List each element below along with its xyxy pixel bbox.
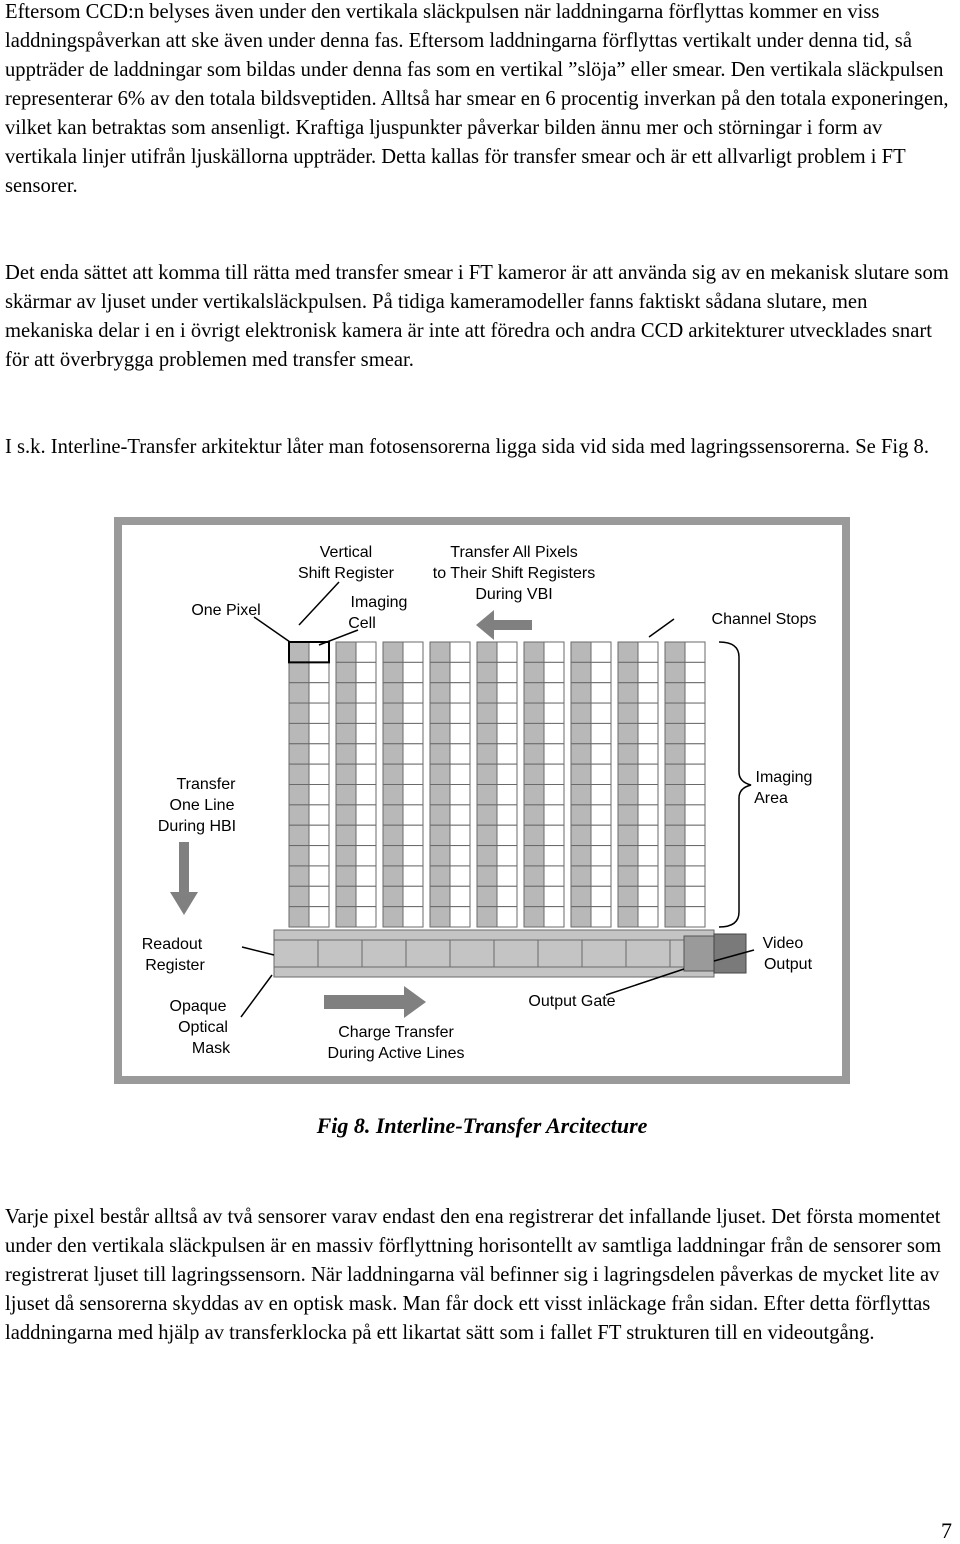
vertical-shift-register-cell [477,886,497,906]
vertical-shift-register-cell [336,764,356,784]
imaging-cell [450,662,470,682]
imaging-cell [544,886,564,906]
imaging-cell [497,642,517,662]
imaging-cell [450,785,470,805]
vertical-shift-register-cell [665,785,685,805]
vertical-shift-register-cell [336,642,356,662]
vertical-shift-register-cell [665,703,685,723]
paragraph-smear: Eftersom CCD:n belyses även under den vertikala släckpulsen när laddningarna förflyttas kommer en viss laddningspåverkan att ske även under denna fas. Eftersom laddningarna förflyttas vertikalt under denna tid, så uppträder de laddningar som bildas under denna fas som en vertikal ”slöja” eller smear. Den vertikala släckpulsen representerar 6% av den totala bildsveptiden. Alltså har smear en 6 procentig inverkan på den totala exponeringen, vilket kan betraktas som ansenligt. Kraftiga ljuspunkter påverkar bilden ännu mer och störningar i form av vertikala linjer utifrån ljuskällorna uppträder. Detta kallas för transfer smear och är ett allvarligt problem i FT sensorer. [5,1,949,197]
vertical-shift-register-cell [336,723,356,743]
imaging-cell [638,703,658,723]
imaging-cell [309,886,329,906]
vertical-shift-register-cell [477,846,497,866]
imaging-cell [685,886,705,906]
vertical-shift-register-cell [430,805,450,825]
imaging-cell [685,642,705,662]
imaging-cell [685,764,705,784]
imaging-cell [309,785,329,805]
vertical-shift-register-cell [524,866,544,886]
label-imaging-area-2: Area [754,790,788,807]
imaging-cell [544,785,564,805]
vertical-shift-register-cell [571,744,591,764]
imaging-cell [356,825,376,845]
vertical-shift-register-cell [383,703,403,723]
imaging-cell [544,907,564,927]
imaging-cell [356,785,376,805]
imaging-cell [497,683,517,703]
page-number: 7 [941,1518,952,1543]
vertical-shift-register-cell [524,825,544,845]
imaging-cell [685,703,705,723]
imaging-cell [544,723,564,743]
readout-register [274,930,746,977]
imaging-cell [309,683,329,703]
interline-transfer-diagram [114,517,850,1084]
vertical-shift-register-cell [383,723,403,743]
imaging-cell [403,866,423,886]
imaging-cell [497,866,517,886]
imaging-cell [309,907,329,927]
vertical-shift-register-cell [524,723,544,743]
imaging-cell [591,703,611,723]
imaging-cell [497,825,517,845]
vertical-shift-register-cell [477,785,497,805]
imaging-cell [591,764,611,784]
vertical-shift-register-cell [336,785,356,805]
imaging-cell [356,805,376,825]
imaging-cell [591,825,611,845]
imaging-cell [591,907,611,927]
vertical-shift-register-cell [524,703,544,723]
vertical-shift-register-cell [618,886,638,906]
imaging-cell [356,764,376,784]
imaging-cell [544,703,564,723]
figure-caption: Fig 8. Interline-Transfer Arcitecture [316,1113,648,1138]
pixel-grid [289,642,705,927]
imaging-cell [544,642,564,662]
vertical-shift-register-cell [336,744,356,764]
label-one-pixel: One Pixel [191,602,261,619]
imaging-cell [544,825,564,845]
vertical-shift-register-cell [665,662,685,682]
vertical-shift-register-cell [383,683,403,703]
imaging-cell [309,846,329,866]
imaging-cell [403,805,423,825]
imaging-cell [356,703,376,723]
imaging-cell [544,866,564,886]
label-transfer-all-3: During VBI [475,586,553,603]
vertical-shift-register-cell [430,723,450,743]
vertical-shift-register-cell [477,642,497,662]
vertical-shift-register-cell [524,683,544,703]
imaging-cell [685,825,705,845]
vertical-shift-register-cell [665,723,685,743]
label-transfer-line-2: One Line [169,797,235,814]
vertical-shift-register-cell [665,744,685,764]
vertical-shift-register-cell [665,866,685,886]
vertical-shift-register-cell [383,785,403,805]
label-imaging-area-1: Imaging [755,769,813,786]
imaging-cell [309,744,329,764]
imaging-cell [497,805,517,825]
imaging-cell [638,764,658,784]
imaging-cell [638,886,658,906]
imaging-cell [497,723,517,743]
imaging-cell [309,703,329,723]
imaging-cell [450,723,470,743]
vertical-shift-register-cell [289,805,309,825]
vertical-shift-register-cell [571,886,591,906]
imaging-cell [403,683,423,703]
imaging-cell [591,785,611,805]
label-opaque-2: Optical [178,1019,228,1036]
vertical-shift-register-cell [571,805,591,825]
vertical-shift-register-cell [665,642,685,662]
vertical-shift-register-cell [571,866,591,886]
imaging-cell [309,764,329,784]
vertical-shift-register-cell [665,907,685,927]
vertical-shift-register-cell [571,825,591,845]
vertical-shift-register-cell [289,846,309,866]
vertical-shift-register-cell [336,662,356,682]
vertical-shift-register-cell [336,886,356,906]
vertical-shift-register-cell [665,764,685,784]
imaging-cell [638,744,658,764]
imaging-cell [591,642,611,662]
vertical-shift-register-cell [289,662,309,682]
imaging-cell [450,866,470,886]
vertical-shift-register-cell [618,744,638,764]
imaging-cell [638,642,658,662]
imaging-cell [591,886,611,906]
imaging-cell [591,866,611,886]
vertical-shift-register-cell [289,723,309,743]
label-vertical-shift-register-1: Vertical [319,544,373,561]
vertical-shift-register-cell [524,744,544,764]
imaging-cell [685,785,705,805]
vertical-shift-register-cell [383,907,403,927]
imaging-cell [591,744,611,764]
vertical-shift-register-cell [430,866,450,886]
vertical-shift-register-cell [383,846,403,866]
imaging-cell [497,764,517,784]
vertical-shift-register-cell [477,723,497,743]
imaging-cell [356,744,376,764]
vertical-shift-register-cell [383,662,403,682]
vertical-shift-register-cell [524,846,544,866]
imaging-cell [403,744,423,764]
label-opaque-1: Opaque [169,998,227,1015]
vertical-shift-register-cell [618,907,638,927]
label-transfer-all-2: to Their Shift Registers [432,565,596,582]
vertical-shift-register-cell [383,805,403,825]
imaging-cell [450,703,470,723]
imaging-cell [497,785,517,805]
imaging-cell [591,683,611,703]
imaging-cell [638,805,658,825]
vertical-shift-register-cell [289,703,309,723]
vertical-shift-register-cell [430,683,450,703]
label-charge-transfer-2: During Active Lines [327,1045,465,1062]
vertical-shift-register-cell [336,866,356,886]
vertical-shift-register-cell [571,764,591,784]
vertical-shift-register-cell [336,683,356,703]
vertical-shift-register-cell [571,846,591,866]
vertical-shift-register-cell [383,866,403,886]
vertical-shift-register-cell [430,662,450,682]
label-readout-2: Register [145,957,205,974]
imaging-cell [685,723,705,743]
vertical-shift-register-cell [477,825,497,845]
imaging-cell [638,907,658,927]
vertical-shift-register-cell [336,907,356,927]
vertical-shift-register-cell [618,723,638,743]
vertical-shift-register-cell [289,764,309,784]
imaging-cell [497,846,517,866]
label-imaging-cell-1: Imaging [350,594,408,611]
vertical-shift-register-cell [477,866,497,886]
imaging-cell [685,846,705,866]
vertical-shift-register-cell [618,683,638,703]
imaging-cell [685,907,705,927]
vertical-shift-register-cell [524,886,544,906]
imaging-cell [309,805,329,825]
imaging-cell [591,662,611,682]
imaging-cell [638,785,658,805]
vertical-shift-register-cell [618,642,638,662]
label-readout-1: Readout [141,936,203,953]
imaging-cell [356,846,376,866]
vertical-shift-register-cell [571,683,591,703]
paragraph-pixel-sensors: Varje pixel består alltså av två sensorer varav endast den ena registrerar det infallande ljuset. Det första momentet under den vertikala släckpulsen är en massiv förflyttning horisontellt av samtliga laddningar från de sensorer som registrerat ljuset till lagringssensorn. När laddningarna väl befinner sig i lagringsdelen påverkas de mycket lite av ljuset då sensorerna skyddas av en optisk mask. Man får dock ett visst inläckage från sidan. Efter detta förflyttas laddningarna med hjälp av transferklocka på ett likartat sätt som i fallet FT strukturen till en videoutgång. [5,1206,942,1344]
label-video-2: Output [763,956,813,973]
vertical-shift-register-cell [571,703,591,723]
vertical-shift-register-cell [571,907,591,927]
paragraph-mechanical-shutter: Det enda sättet att komma till rätta med transfer smear i FT kameror är att använda sig av en mekanisk slutare som skärmar av ljuset under vertikalsläckpulsen. På tidiga kameramodeller fanns faktiskt sådana slutare, men mekaniska delar i en i övrigt elektronisk kamera är inte att föredra och andra CCD arkitekturer utvecklades snart för att överbrygga problemen med transfer smear. [5,262,949,371]
imaging-cell [497,744,517,764]
vertical-shift-register-cell [430,907,450,927]
label-charge-transfer-1: Charge Transfer [338,1024,454,1041]
vertical-shift-register-cell [618,866,638,886]
imaging-cell [356,907,376,927]
imaging-cell [403,825,423,845]
vertical-shift-register-cell [571,723,591,743]
label-output-gate: Output Gate [528,993,616,1010]
imaging-cell [356,886,376,906]
vertical-shift-register-cell [430,703,450,723]
vertical-shift-register-cell [289,866,309,886]
vertical-shift-register-cell [289,825,309,845]
imaging-cell [450,744,470,764]
vertical-shift-register-cell [571,662,591,682]
vertical-shift-register-cell [665,683,685,703]
vertical-shift-register-cell [336,825,356,845]
vertical-shift-register-cell [336,805,356,825]
vertical-shift-register-cell [289,785,309,805]
imaging-cell [591,723,611,743]
label-channel-stops: Channel Stops [711,611,817,628]
imaging-cell [450,886,470,906]
imaging-cell [638,662,658,682]
vertical-shift-register-cell [524,907,544,927]
vertical-shift-register-cell [477,662,497,682]
imaging-cell [403,642,423,662]
imaging-cell [497,662,517,682]
vertical-shift-register-cell [477,683,497,703]
vertical-shift-register-cell [430,764,450,784]
vertical-shift-register-cell [289,907,309,927]
vertical-shift-register-cell [477,703,497,723]
vertical-shift-register-cell [618,662,638,682]
vertical-shift-register-cell [383,744,403,764]
imaging-cell [497,703,517,723]
vertical-shift-register-cell [477,805,497,825]
vertical-shift-register-cell [618,846,638,866]
vertical-shift-register-cell [383,886,403,906]
imaging-cell [403,703,423,723]
imaging-cell [685,805,705,825]
label-imaging-cell-2: Cell [348,615,376,632]
vertical-shift-register-cell [383,642,403,662]
imaging-cell [450,907,470,927]
imaging-cell [638,825,658,845]
imaging-cell [403,907,423,927]
vertical-shift-register-cell [618,825,638,845]
imaging-cell [685,744,705,764]
vertical-shift-register-cell [383,764,403,784]
imaging-cell [309,825,329,845]
imaging-cell [544,764,564,784]
vertical-shift-register-cell [618,703,638,723]
imaging-cell [403,846,423,866]
vertical-shift-register-cell [336,703,356,723]
paragraph-interline-intro: I s.k. Interline-Transfer arkitektur låter man fotosensorerna ligga sida vid sida med lagringssensorerna. Se Fig 8. [5,436,930,458]
label-transfer-line-1: Transfer [176,776,236,793]
vertical-shift-register-cell [665,805,685,825]
vertical-shift-register-cell [665,886,685,906]
imaging-cell [638,723,658,743]
label-transfer-line-3: During HBI [157,818,237,835]
imaging-cell [544,744,564,764]
vertical-shift-register-cell [571,785,591,805]
vertical-shift-register-cell [665,825,685,845]
vertical-shift-register-cell [571,642,591,662]
vertical-shift-register-cell [430,886,450,906]
imaging-cell [356,642,376,662]
imaging-cell [591,846,611,866]
imaging-cell [356,866,376,886]
imaging-cell [403,886,423,906]
vertical-shift-register-cell [618,764,638,784]
imaging-cell [544,683,564,703]
imaging-cell [638,683,658,703]
imaging-cell [450,825,470,845]
vertical-shift-register-cell [430,744,450,764]
vertical-shift-register-cell [477,907,497,927]
imaging-cell [685,662,705,682]
vertical-shift-register-cell [430,846,450,866]
imaging-cell [403,662,423,682]
vertical-shift-register-cell [524,662,544,682]
imaging-cell [403,723,423,743]
vertical-shift-register-cell [289,642,309,662]
vertical-shift-register-cell [336,846,356,866]
imaging-cell [450,846,470,866]
vertical-shift-register-cell [430,642,450,662]
label-vertical-shift-register-2: Shift Register [297,565,395,582]
imaging-cell [544,662,564,682]
imaging-cell [685,683,705,703]
vertical-shift-register-cell [430,785,450,805]
imaging-cell [450,805,470,825]
vertical-shift-register-cell [618,785,638,805]
vertical-shift-register-cell [383,825,403,845]
vertical-shift-register-cell [289,886,309,906]
imaging-cell [450,764,470,784]
imaging-cell [309,866,329,886]
vertical-shift-register-cell [618,805,638,825]
vertical-shift-register-cell [524,805,544,825]
vertical-shift-register-cell [477,764,497,784]
output-gate [684,936,714,971]
imaging-cell [309,723,329,743]
vertical-shift-register-cell [289,683,309,703]
imaging-cell [497,907,517,927]
imaging-cell [403,785,423,805]
imaging-cell [591,805,611,825]
imaging-cell [544,805,564,825]
imaging-cell [356,662,376,682]
imaging-cell [309,662,329,682]
imaging-cell [309,642,329,662]
imaging-cell [356,683,376,703]
imaging-cell [638,846,658,866]
imaging-cell [356,723,376,743]
imaging-cell [497,886,517,906]
vertical-shift-register-cell [477,744,497,764]
vertical-shift-register-cell [524,764,544,784]
vertical-shift-register-cell [524,785,544,805]
imaging-cell [403,764,423,784]
label-transfer-all-1: Transfer All Pixels [450,544,578,561]
vertical-shift-register-cell [289,744,309,764]
imaging-cell [638,866,658,886]
label-video-1: Video [762,935,804,952]
vertical-shift-register-cell [524,642,544,662]
vertical-shift-register-cell [665,846,685,866]
interline-transfer-figure [114,517,850,1084]
imaging-cell [450,642,470,662]
imaging-cell [450,683,470,703]
imaging-cell [544,846,564,866]
label-opaque-3: Mask [191,1040,231,1057]
imaging-cell [685,866,705,886]
vertical-shift-register-cell [430,825,450,845]
